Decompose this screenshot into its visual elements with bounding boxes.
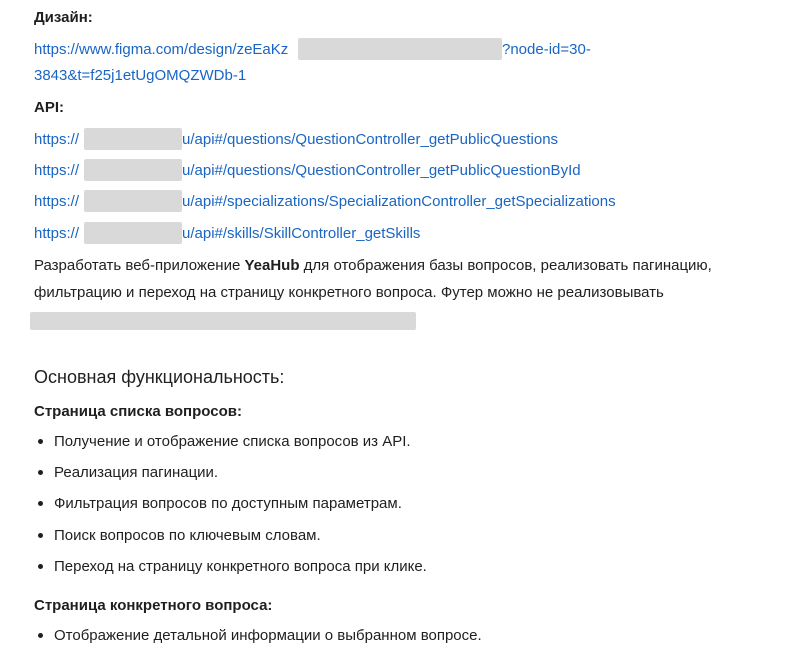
redacted-block [84, 128, 182, 150]
redacted-block [84, 159, 182, 181]
description-text: Разработать веб-приложение [34, 257, 245, 274]
list-item-text: Получение и отображение списка вопросов из API. [54, 433, 411, 450]
api-link-1-suffix[interactable]: u/api#/questions/QuestionController_getPublicQuestions [182, 131, 559, 148]
redacted-block [30, 312, 416, 330]
figma-link-part1[interactable]: https://www.figma.com/design/zeEaKz [34, 41, 289, 58]
list-item [38, 464, 218, 481]
redacted-block [298, 38, 502, 60]
subsection-title-list: Страница списка вопросов: [34, 403, 242, 420]
list-item [38, 433, 411, 450]
brand-name: YeaHub [244, 257, 300, 274]
bullet-icon [38, 470, 43, 475]
api-label: API: [34, 99, 64, 116]
list-item-text: Отображение детальной информации о выбранном вопросе. [54, 627, 482, 644]
list-item-text: Реализация пагинации. [54, 464, 219, 481]
description-line2: фильтрацию и переход на страницу конкретного вопроса. Футер можно не реализовывать [34, 284, 664, 301]
figma-link-line2[interactable]: 3843&t=f25j1etUgOMQZWDb-1 [34, 67, 247, 84]
list-item-text: Поиск вопросов по ключевым словам. [54, 527, 321, 544]
design-label: Дизайн: [34, 9, 93, 26]
list-item [38, 627, 482, 644]
bullet-icon [38, 564, 43, 569]
figma-link-part2[interactable]: ?node-id=30- [502, 41, 591, 58]
api-link-1-prefix[interactable]: https:// [34, 131, 80, 148]
bullet-icon [38, 501, 43, 506]
section-title: Основная функциональность: [34, 367, 285, 387]
api-link-4-prefix[interactable]: https:// [34, 225, 80, 242]
list-item [38, 495, 402, 512]
bullet-icon [38, 439, 43, 444]
list-item-text: Переход на страницу конкретного вопроса при клике. [54, 558, 427, 575]
subsection-title-detail: Страница конкретного вопроса: [34, 597, 273, 614]
api-link-3-prefix[interactable]: https:// [34, 193, 80, 210]
api-link-3-suffix[interactable]: u/api#/specializations/SpecializationController_getSpecializations [182, 193, 616, 210]
redacted-block [84, 222, 182, 244]
bullet-icon [38, 633, 43, 638]
bullet-icon [38, 533, 43, 538]
description-text: для отображения базы вопросов, реализовать пагинацию, [299, 257, 712, 274]
redacted-block [84, 190, 182, 212]
api-link-4-suffix[interactable]: u/api#/skills/SkillController_getSkills [182, 225, 421, 242]
list-item [38, 527, 321, 544]
api-link-2-prefix[interactable]: https:// [34, 162, 80, 179]
list-item [38, 558, 427, 575]
api-link-2-suffix[interactable]: u/api#/questions/QuestionController_getPublicQuestionById [182, 162, 581, 179]
description-line1 [34, 256, 712, 276]
list-item-text: Фильтрация вопросов по доступным параметрам. [54, 495, 402, 512]
